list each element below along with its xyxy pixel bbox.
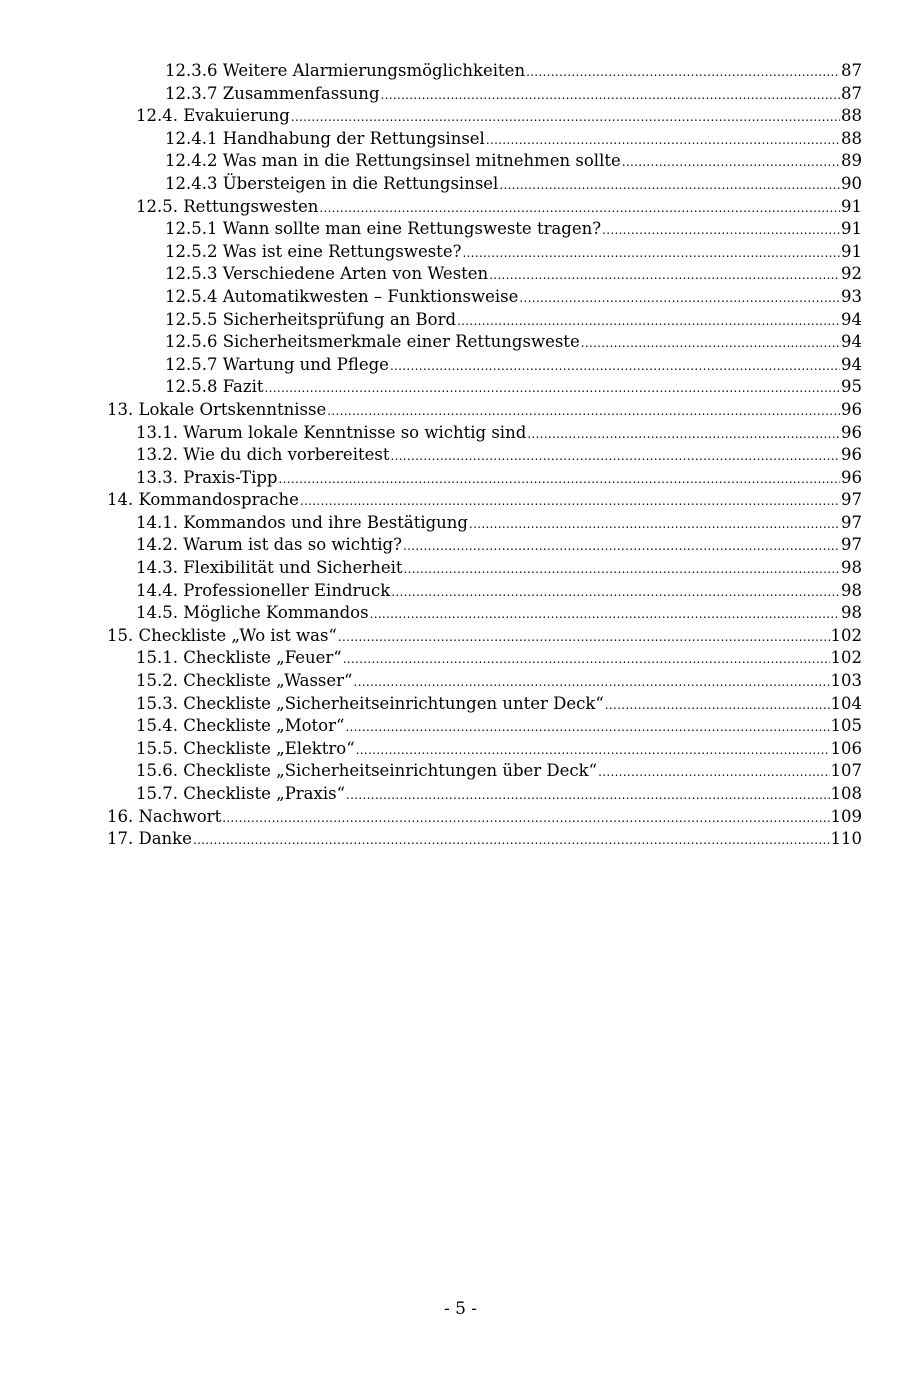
- toc-entry[interactable]: [107, 422, 862, 445]
- toc-entry[interactable]: [107, 828, 862, 851]
- toc-dot-leader: [291, 106, 840, 129]
- toc-entry-title: 12.5.2 Was ist eine Rettungsweste?: [165, 241, 462, 261]
- toc-entry[interactable]: [107, 218, 862, 241]
- toc-entry[interactable]: [107, 625, 862, 648]
- toc-dot-leader: [300, 490, 840, 513]
- toc-entry[interactable]: [107, 196, 862, 219]
- toc-page-number: 105: [830, 716, 862, 736]
- toc-entry-title: 12.5.1 Wann sollte man eine Rettungsweste tragen?: [165, 219, 602, 239]
- toc-entry[interactable]: [107, 150, 862, 173]
- toc-entry-title: 12.4.3 Übersteigen in die Rettungsinsel: [165, 173, 499, 193]
- toc-dot-leader: [457, 310, 840, 333]
- toc-dot-leader: [370, 603, 840, 626]
- toc-dot-leader: [519, 287, 840, 310]
- toc-entry-title: 17. Danke: [107, 829, 192, 849]
- toc-entry-title: 14.4. Professioneller Eindruck: [136, 580, 391, 600]
- toc-entry-title: 14.3. Flexibilität und Sicherheit: [136, 558, 403, 578]
- toc-dot-leader: [279, 468, 841, 491]
- toc-dot-leader: [489, 264, 840, 287]
- toc-entry[interactable]: [107, 512, 862, 535]
- toc-dot-leader: [346, 784, 829, 807]
- toc-page-number: 96: [841, 445, 862, 465]
- toc-dot-leader: [462, 242, 840, 265]
- toc-entry[interactable]: [107, 331, 862, 354]
- toc-page-number: 107: [830, 761, 862, 781]
- toc-entry-title: 12.5.3 Verschiedene Arten von Westen: [165, 264, 489, 284]
- toc-dot-leader: [381, 84, 841, 107]
- toc-entry[interactable]: [107, 128, 862, 151]
- toc-entry[interactable]: [107, 105, 862, 128]
- toc-entry-title: 12.3.6 Weitere Alarmierungsmöglichkeiten: [165, 61, 526, 80]
- toc-page-number: 95: [841, 377, 862, 397]
- toc-dot-leader: [581, 332, 840, 355]
- toc-entry[interactable]: [107, 647, 862, 670]
- toc-page-number: 97: [841, 535, 862, 555]
- toc-page-number: 106: [830, 738, 862, 758]
- toc-entry-title: 15.4. Checkliste „Motor“: [136, 716, 345, 736]
- toc-page-number: 90: [841, 173, 862, 193]
- toc-entry[interactable]: [107, 715, 862, 738]
- toc-page-number: 102: [830, 648, 862, 668]
- toc-entry[interactable]: [107, 534, 862, 557]
- toc-page-number: 97: [841, 490, 862, 510]
- toc-entry-title: 12.4.1 Handhabung der Rettungsinsel: [165, 128, 485, 148]
- toc-entry-title: 12.5.6 Sicherheitsmerkmale einer Rettungsweste: [165, 332, 580, 352]
- toc-page-number: 94: [841, 309, 862, 329]
- toc-dot-leader: [602, 219, 840, 242]
- toc-page-number: 98: [841, 558, 862, 578]
- toc-entry[interactable]: [107, 399, 862, 422]
- toc-entry-title: 13.3. Praxis-Tipp: [136, 467, 278, 487]
- toc-page-number: 87: [841, 83, 862, 103]
- toc-entry[interactable]: [107, 263, 862, 286]
- toc-entry-title: 15.1. Checkliste „Feuer“: [136, 648, 342, 668]
- toc-entry-title: 14.5. Mögliche Kommandos: [136, 603, 369, 623]
- toc-entry[interactable]: [107, 670, 862, 693]
- toc-entry[interactable]: [107, 602, 862, 625]
- toc-entry-title: 12.4. Evakuierung: [136, 106, 290, 126]
- toc-entry-title: 12.5.5 Sicherheitsprüfung an Bord: [165, 309, 457, 329]
- toc-entry[interactable]: [107, 760, 862, 783]
- toc-dot-leader: [327, 400, 840, 423]
- table-of-contents: [107, 60, 862, 851]
- toc-page-number: 96: [841, 422, 862, 442]
- toc-page-number: 102: [830, 625, 862, 645]
- toc-dot-leader: [526, 61, 840, 84]
- toc-page-number: 87: [841, 61, 862, 80]
- toc-entry[interactable]: [107, 489, 862, 512]
- toc-entry-title: 12.5. Rettungswesten: [136, 196, 319, 216]
- toc-dot-leader: [469, 513, 840, 536]
- toc-entry[interactable]: [107, 738, 862, 761]
- toc-entry-title: 12.5.8 Fazit: [165, 377, 264, 397]
- toc-page-number: 91: [841, 219, 862, 239]
- toc-dot-leader: [265, 377, 841, 400]
- toc-entry-title: 14. Kommandosprache: [107, 490, 299, 510]
- toc-entry[interactable]: [107, 783, 862, 806]
- toc-page-number: 93: [841, 286, 862, 306]
- toc-entry-title: 15.5. Checkliste „Elektro“: [136, 738, 355, 758]
- toc-page-number: 98: [841, 580, 862, 600]
- toc-page-number: 96: [841, 399, 862, 419]
- toc-page-number: 88: [841, 128, 862, 148]
- toc-entry-title: 13.1. Warum lokale Kenntnisse so wichtig sind: [136, 422, 527, 442]
- toc-dot-leader: [486, 129, 840, 152]
- toc-entry-title: 14.1. Kommandos und ihre Bestätigung: [136, 512, 468, 532]
- toc-page-number: 108: [830, 784, 862, 803]
- toc-dot-leader: [345, 716, 829, 739]
- toc-entry-title: 15.6. Checkliste „Sicherheitseinrichtungen über Deck“: [136, 761, 598, 781]
- toc-dot-leader: [527, 423, 840, 446]
- toc-entry[interactable]: [107, 444, 862, 467]
- toc-entry-title: 15.7. Checkliste „Praxis“: [136, 784, 346, 803]
- toc-entry[interactable]: [107, 693, 862, 716]
- toc-entry[interactable]: [107, 376, 862, 399]
- toc-dot-leader: [222, 807, 829, 830]
- toc-entry-title: 13. Lokale Ortskenntnisse: [107, 399, 327, 419]
- toc-entry[interactable]: [107, 467, 862, 490]
- toc-page-number: 103: [830, 671, 862, 691]
- toc-page-number: 91: [841, 241, 862, 261]
- toc-entry[interactable]: [107, 580, 862, 603]
- toc-page-number: 91: [841, 196, 862, 216]
- toc-dot-leader: [390, 445, 840, 468]
- toc-page-number: 96: [841, 467, 862, 487]
- toc-dot-leader: [598, 761, 829, 784]
- toc-entry-title: 15. Checkliste „Wo ist was“: [107, 625, 337, 645]
- toc-dot-leader: [403, 535, 840, 558]
- toc-entry-title: 12.3.7 Zusammenfassung: [165, 83, 380, 103]
- toc-entry-title: 13.2. Wie du dich vorbereitest: [136, 445, 390, 465]
- toc-dot-leader: [343, 648, 830, 671]
- toc-dot-leader: [391, 581, 840, 604]
- toc-page-number: 109: [830, 806, 862, 826]
- toc-page-number: 104: [830, 693, 862, 713]
- toc-entry-title: 15.3. Checkliste „Sicherheitseinrichtungen unter Deck“: [136, 693, 604, 713]
- toc-dot-leader: [404, 558, 841, 581]
- toc-page-number: 89: [841, 151, 862, 171]
- toc-page-number: 97: [841, 512, 862, 532]
- toc-entry[interactable]: [107, 557, 862, 580]
- toc-dot-leader: [193, 829, 830, 852]
- toc-entry[interactable]: [107, 286, 862, 309]
- toc-page-number: 88: [841, 106, 862, 126]
- toc-dot-leader: [499, 174, 840, 197]
- toc-dot-leader: [622, 151, 840, 174]
- toc-page-number: 94: [841, 332, 862, 352]
- toc-dot-leader: [390, 355, 840, 378]
- toc-page-number: 92: [841, 264, 862, 284]
- toc-entry-title: 14.2. Warum ist das so wichtig?: [136, 535, 402, 555]
- toc-entry[interactable]: [107, 309, 862, 332]
- toc-entry[interactable]: [107, 241, 862, 264]
- toc-dot-leader: [605, 694, 830, 717]
- toc-dot-leader: [319, 197, 840, 220]
- toc-entry[interactable]: [107, 354, 862, 377]
- toc-dot-leader: [356, 739, 830, 762]
- toc-entry[interactable]: [107, 60, 862, 83]
- toc-entry[interactable]: [107, 83, 862, 106]
- toc-dot-leader: [354, 671, 830, 694]
- toc-page-number: 110: [830, 829, 862, 849]
- toc-entry[interactable]: [107, 173, 862, 196]
- toc-page-number: 98: [841, 603, 862, 623]
- toc-entry-title: 15.2. Checkliste „Wasser“: [136, 671, 353, 691]
- toc-entry[interactable]: [107, 806, 862, 829]
- toc-entry-title: 16. Nachwort: [107, 806, 222, 826]
- toc-entry-title: 12.5.4 Automatikwesten – Funktionsweise: [165, 286, 519, 306]
- toc-page-number: 94: [841, 354, 862, 374]
- page-number-footer: - 5 -: [443, 1299, 478, 1319]
- toc-entry-title: 12.5.7 Wartung und Pflege: [165, 354, 389, 374]
- toc-entry-title: 12.4.2 Was man in die Rettungsinsel mitnehmen sollte: [165, 151, 621, 171]
- toc-dot-leader: [338, 626, 830, 649]
